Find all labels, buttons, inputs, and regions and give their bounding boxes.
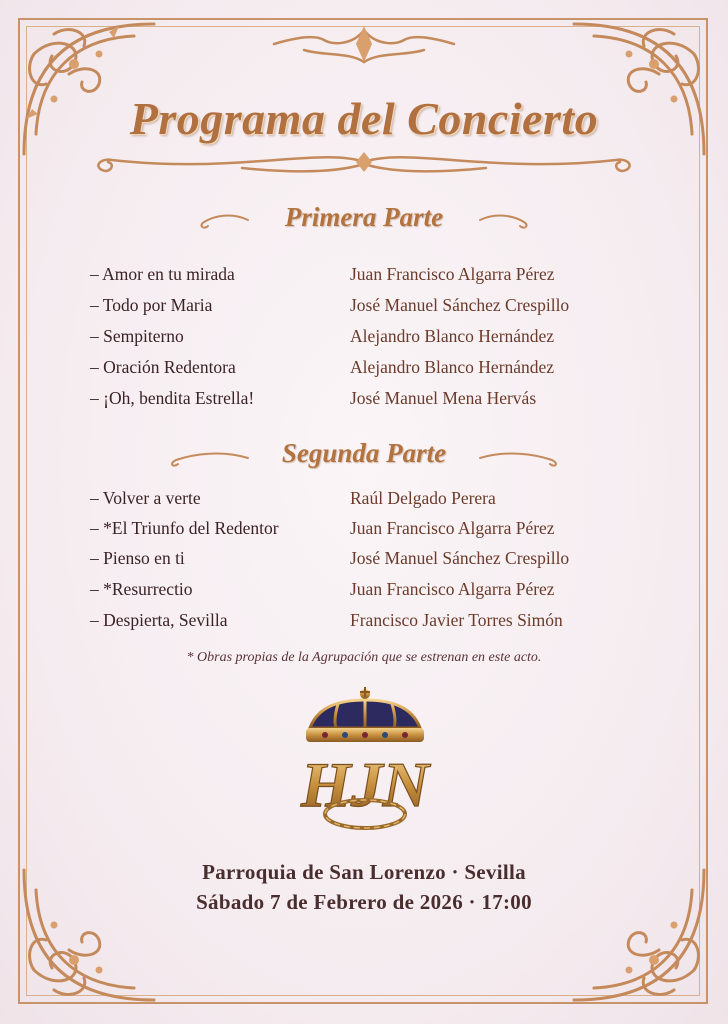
piece-title: – ¡Oh, bendita Estrella! <box>90 388 255 408</box>
program-row <box>0 326 728 356</box>
piece-title: – *Resurrectio <box>90 579 193 599</box>
composer-name: Francisco Javier Torres Simón <box>350 610 563 630</box>
svg-text:HJN: HJN <box>301 749 429 820</box>
program-row <box>0 295 728 325</box>
composer-name: Alejandro Blanco Hernández <box>350 357 555 377</box>
date-time-text: Sábado 7 de Febrero de 2026 · 17:00 <box>196 890 532 914</box>
program-row <box>0 488 728 518</box>
program-row <box>0 610 728 640</box>
composer-name: Juan Francisco Algarra Pérez <box>350 518 555 538</box>
piece-title: – Sempiterno <box>90 326 184 346</box>
section-title-segunda: Segunda Parte <box>281 438 447 468</box>
venue-text: Parroquia de San Lorenzo · Sevilla <box>202 860 526 884</box>
program-row <box>0 388 728 418</box>
premiere-note: * Obras propias de la Agrupación que se estrenan en este acto. <box>186 650 542 665</box>
program-row <box>0 548 728 578</box>
top-crest-ornament-icon <box>264 22 464 72</box>
piece-title: – Amor en tu mirada <box>90 264 235 284</box>
composer-name: Raúl Delgado Perera <box>350 488 496 508</box>
program-row <box>0 579 728 609</box>
piece-title: – Pienso en ti <box>90 548 185 568</box>
title-flourish-icon <box>82 142 646 182</box>
composer-name: José Manuel Sánchez Crespillo <box>350 548 570 568</box>
crown-monogram-icon <box>280 684 450 852</box>
page-title: Programa del Concierto <box>129 93 599 144</box>
composer-name: Juan Francisco Algarra Pérez <box>350 264 555 284</box>
composer-name: José Manuel Sánchez Crespillo <box>350 295 570 315</box>
composer-name: José Manuel Mena Hervás <box>350 388 537 408</box>
program-row <box>0 357 728 387</box>
piece-title: – *El Triunfo del Redentor <box>90 518 279 538</box>
piece-title: – Volver a verte <box>90 488 201 508</box>
program-row <box>0 264 728 294</box>
piece-title: – Despierta, Sevilla <box>90 610 228 630</box>
composer-name: Alejandro Blanco Hernández <box>350 326 555 346</box>
composer-name: Juan Francisco Algarra Pérez <box>350 579 555 599</box>
piece-title: – Todo por Maria <box>90 295 213 315</box>
program-row <box>0 518 728 548</box>
section-title-primera: Primera Parte <box>284 202 444 232</box>
piece-title: – Oración Redentora <box>90 357 236 377</box>
